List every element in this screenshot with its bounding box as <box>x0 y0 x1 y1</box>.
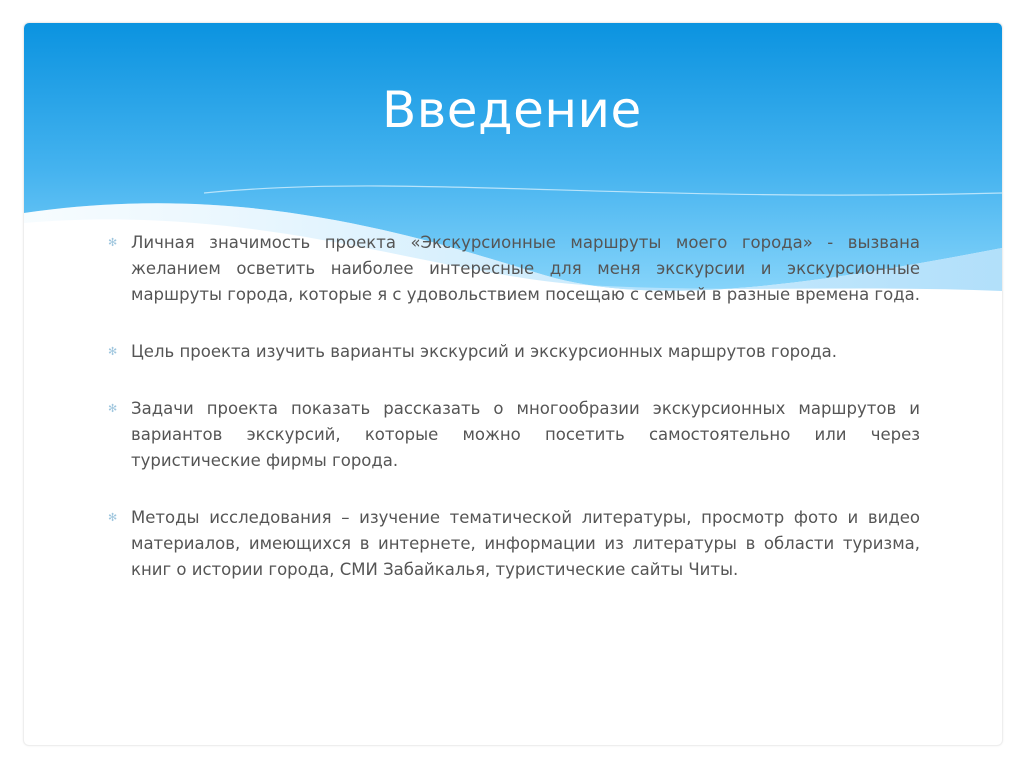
bullet-item <box>108 505 920 583</box>
asterisk-bullet-icon: ✻ <box>108 345 118 358</box>
bullet-item <box>108 339 920 365</box>
bullet-text: Цель проекта изучить варианты экскурсий и экскурсионных маршрутов города. <box>131 342 838 361</box>
asterisk-bullet-icon: ✻ <box>108 402 118 415</box>
bullet-item <box>108 396 920 474</box>
bullet-text: Методы исследования – изучение тематической литературы, просмотр фото и видео материалов, имеющихся в интернете, информации из литературы в области туризма, книг о истории города, СМИ Забайкалья, туристические сайты Читы. <box>131 508 920 579</box>
slide <box>23 22 1003 746</box>
bullet-text: Задачи проекта показать рассказать о многообразии экскурсионных маршрутов и вариантов экскурсий, которые можно посетить самостоятельно или через туристические фирмы города. <box>131 399 920 470</box>
slide-title: Введение <box>382 81 642 139</box>
bullet-item <box>108 230 920 308</box>
asterisk-bullet-icon: ✻ <box>108 236 118 249</box>
bullet-text: Личная значимость проекта «Экскурсионные маршруты моего города» - вызвана желанием осветить наиболее интересные для меня экскурсии и экскурсионные маршруты города, которые я с удовольствием посещаю с семьей в разные времена года. <box>131 233 920 304</box>
asterisk-bullet-icon: ✻ <box>108 511 118 524</box>
bullet-list <box>108 230 920 614</box>
